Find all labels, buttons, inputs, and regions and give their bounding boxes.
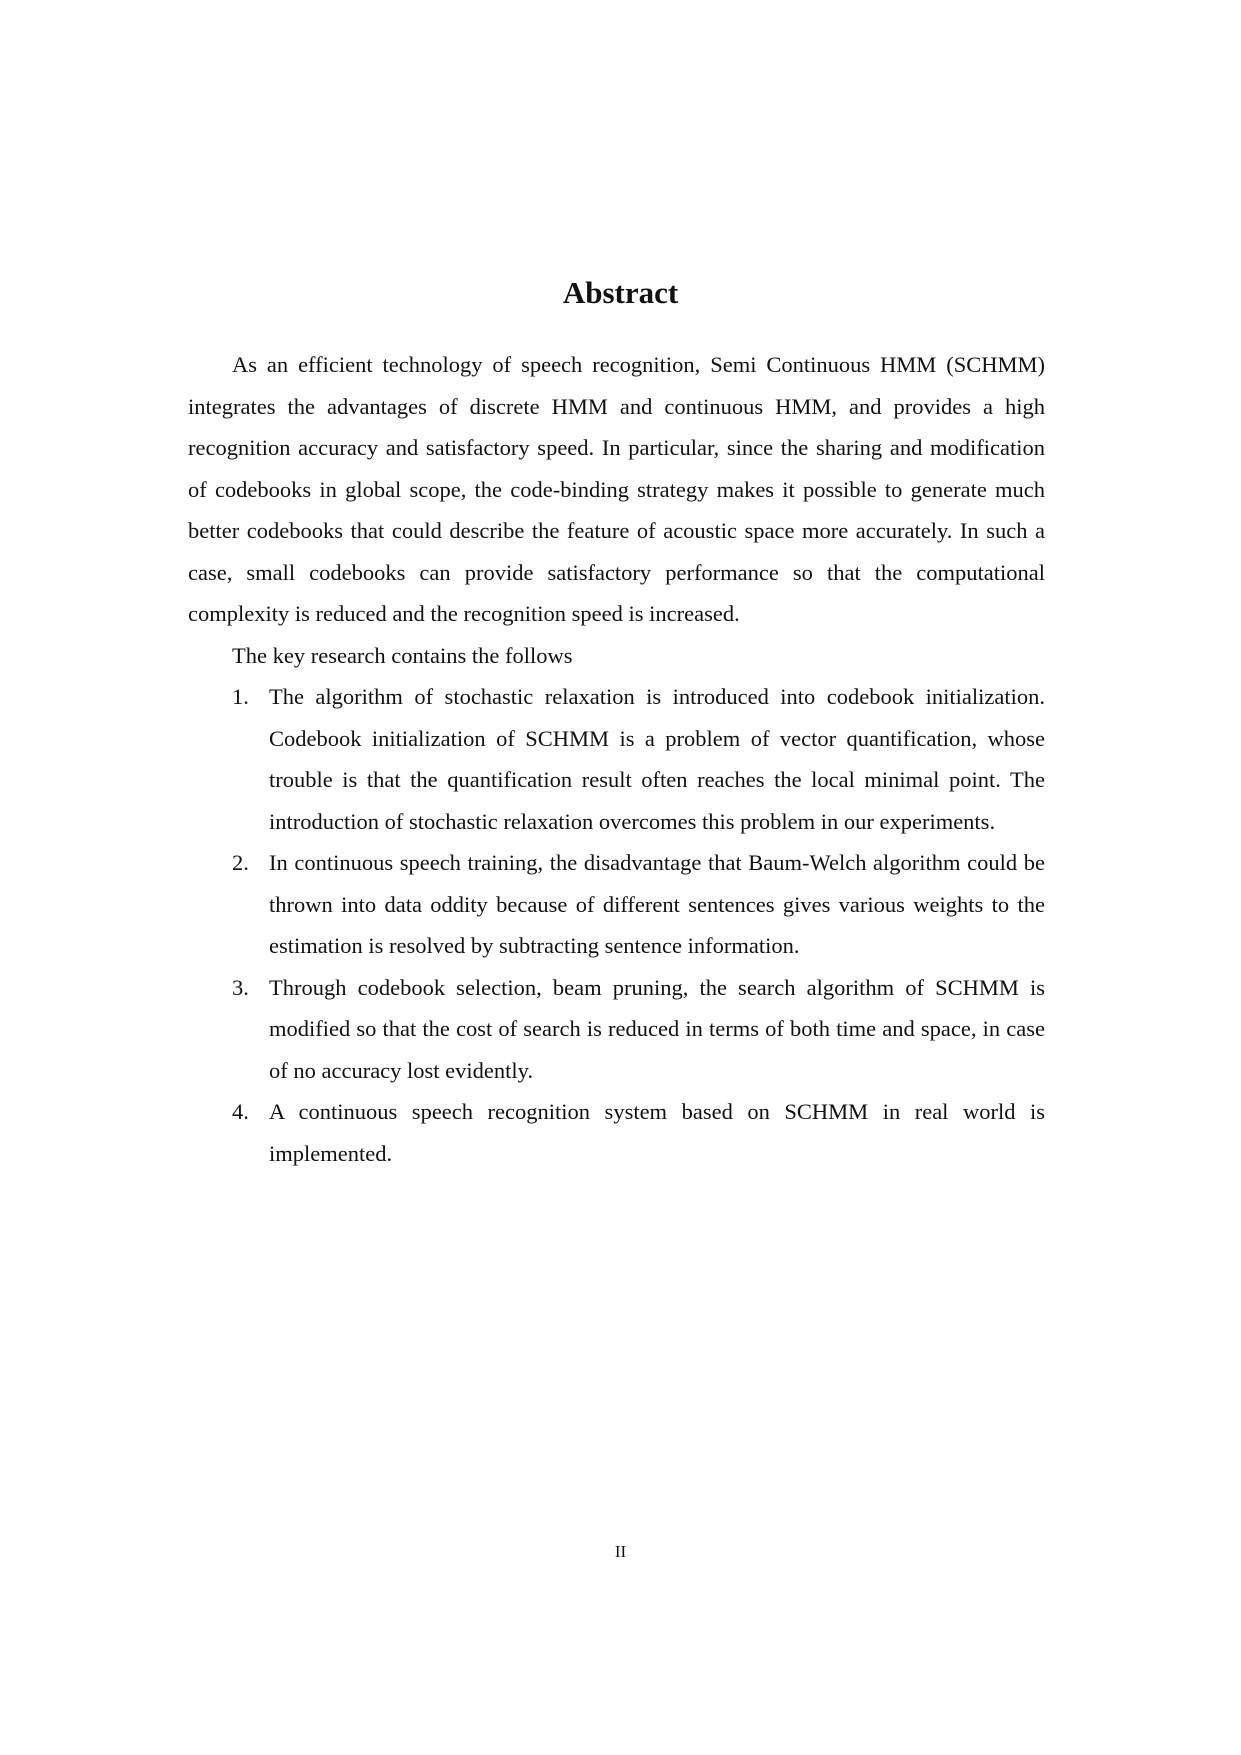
- list-item: [188, 676, 1045, 842]
- abstract-body: [188, 344, 1045, 1174]
- list-item-number: 1.: [232, 684, 249, 709]
- research-list: [188, 676, 1045, 1174]
- list-item-text: In continuous speech training, the disadvantage that Baum-Welch algorithm could be thrown into data oddity because of different sentences gives various weights to the estimation is resolved by subtracting sentence information.: [269, 850, 1045, 958]
- list-item-number: 2.: [232, 850, 249, 875]
- list-item-number: 4.: [232, 1099, 249, 1124]
- page-number: II: [614, 1542, 627, 1561]
- list-item: [188, 967, 1045, 1092]
- page-title: Abstract: [562, 275, 679, 310]
- list-item: [188, 842, 1045, 967]
- list-item-text: Through codebook selection, beam pruning, the search algorithm of SCHMM is modified so that the cost of search is reduced in terms of both time and space, in case of no accuracy lost evidently.: [269, 974, 1045, 1083]
- list-item-text: A continuous speech recognition system based on SCHMM in real world is implemented.: [269, 1099, 1045, 1166]
- list-intro: The key research contains the follows: [232, 642, 573, 668]
- list-item-number: 3.: [232, 974, 249, 1000]
- list-item-text: The algorithm of stochastic relaxation is introduced into codebook initialization. Codebook initialization of SCHMM is a problem of vector quantification, whose trouble is that the quantification result often reaches the local minimal point. The introduction of stochastic relaxation overcomes this problem in our experiments.: [269, 684, 1045, 834]
- abstract-paragraph: As an efficient technology of speech recognition, Semi Continuous HMM (SCHMM) integrates the advantages of discrete HMM and continuous HMM, and provides a high recognition accuracy and satisfactory speed. In particular, since the sharing and modification of codebooks in global scope, the code-binding strategy makes it possible to generate much better codebooks that could describe the feature of acoustic space more accurately. In such a case, small codebooks can provide satisfactory performance so that the computational complexity is reduced and the recognition speed is increased.: [188, 352, 1045, 626]
- list-item: [188, 1091, 1045, 1174]
